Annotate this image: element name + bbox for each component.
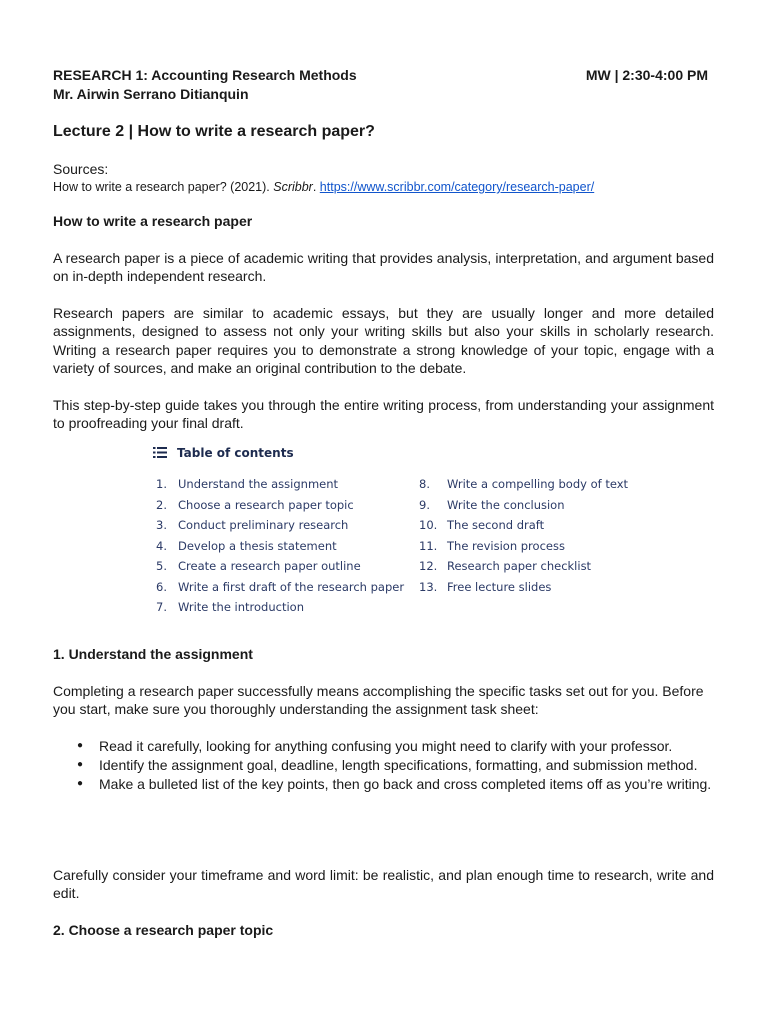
toc-item-number: 2. (156, 498, 167, 512)
toc-item-thesis-statement[interactable] (156, 538, 337, 554)
intro-paragraph-1: A research paper is a piece of academic writing that provides analysis, interpretation, and argument based on in-depth independent research. (53, 250, 714, 285)
section1-paragraph-1: Completing a research paper successfully means accomplishing the specific tasks set out for you. Before you start, make sure you thoroughly understanding the assignment task sheet: (53, 683, 704, 718)
toc-item-label: The second draft (447, 518, 545, 532)
section2-heading: 2. Choose a research paper topic (53, 922, 274, 938)
toc-item-number: 10. (419, 518, 438, 532)
toc-item-label: Create a research paper outline (178, 559, 361, 573)
toc-item-introduction[interactable] (156, 599, 304, 615)
instructor-name: Mr. Airwin Serrano Ditianquin (53, 86, 249, 102)
source-citation (53, 179, 594, 195)
toc-item-label: Write a compelling body of text (447, 477, 629, 491)
toc-item-label: Write a first draft of the research paper (178, 580, 405, 594)
toc-title (153, 444, 294, 462)
section1-heading: 1. Understand the assignment (53, 646, 253, 662)
course-header (53, 66, 714, 84)
citation-publisher: Scribbr (273, 180, 313, 194)
toc-item-number: 3. (156, 518, 167, 532)
toc-item-second-draft[interactable] (419, 517, 544, 533)
toc-item-label: Write the introduction (178, 600, 304, 614)
intro-heading: How to write a research paper (53, 213, 253, 229)
list-item: ● Identify the assignment goal, deadline, length specifications, formatting, and submission method. (77, 756, 717, 774)
toc-item-preliminary-research[interactable] (156, 517, 348, 533)
toc-item-number: 11. (419, 539, 438, 553)
toc-item-body-text[interactable] (419, 476, 628, 492)
toc-item-checklist[interactable] (419, 558, 591, 574)
toc-item-outline[interactable] (156, 558, 361, 574)
list-item: ● Read it carefully, looking for anything confusing you might need to clarify with your professor. (77, 737, 717, 755)
toc-item-label: Write the conclusion (447, 498, 565, 512)
citation-text: How to write a research paper? (2021). (53, 180, 274, 194)
toc-item-number: 4. (156, 539, 167, 553)
toc-item-label: Develop a thesis statement (178, 539, 337, 553)
toc-item-label: The revision process (447, 539, 565, 553)
toc-item-label: Choose a research paper topic (178, 498, 354, 512)
toc-item-choose-topic[interactable] (156, 497, 354, 513)
toc-item-first-draft[interactable] (156, 579, 404, 595)
toc-item-number: 8. (419, 477, 430, 491)
section1-paragraph-2: Carefully consider your timeframe and word limit: be realistic, and plan enough time to research, write and edit. (53, 867, 714, 902)
source-link[interactable]: https://www.scribbr.com/category/research-paper/ (319, 180, 595, 194)
class-schedule: MW | 2:30-4:00 PM (585, 67, 708, 83)
intro-paragraph-3: This step-by-step guide takes you through the entire writing process, from understanding your assignment to proofreading your final draft. (53, 397, 714, 432)
lecture-title: Lecture 2 | How to write a research paper? (53, 123, 375, 140)
toc-item-number: 9. (419, 498, 430, 512)
toc-item-label: Research paper checklist (447, 559, 592, 573)
toc-item-revision-process[interactable] (419, 538, 565, 554)
toc-title-label: Table of contents (177, 446, 294, 460)
citation-period: . (312, 180, 320, 194)
toc-item-number: 1. (156, 477, 167, 491)
toc-item-number: 5. (156, 559, 167, 573)
intro-paragraph-2: Research papers are similar to academic essays, but they are usually longer and more detailed assignments, designed to assess not only your writing skills but also your skills in scholarly research. Writing a research paper requires you to demonstrate a strong knowledge of your topic, engage with a variety of sources, and make an original contribution to the debate. (53, 305, 714, 377)
list-item: ● Make a bulleted list of the key points, then go back and cross completed items off as you’re writing. (77, 775, 717, 793)
course-title: RESEARCH 1: Accounting Research Methods (53, 67, 357, 83)
toc-item-conclusion[interactable] (419, 497, 565, 513)
toc-item-lecture-slides[interactable] (419, 579, 551, 595)
sources-label: Sources: (53, 161, 109, 177)
toc-item-number: 6. (156, 580, 167, 594)
toc-item-number: 13. (419, 580, 438, 594)
toc-item-number: 7. (156, 600, 167, 614)
toc-item-label: Free lecture slides (447, 580, 552, 594)
list-icon (153, 447, 167, 458)
toc-item-label: Understand the assignment (178, 477, 339, 491)
toc-item-number: 12. (419, 559, 438, 573)
toc-item-label: Conduct preliminary research (178, 518, 349, 532)
section1-bullet-list (77, 737, 717, 794)
toc-item-understand-assignment[interactable] (156, 476, 338, 492)
